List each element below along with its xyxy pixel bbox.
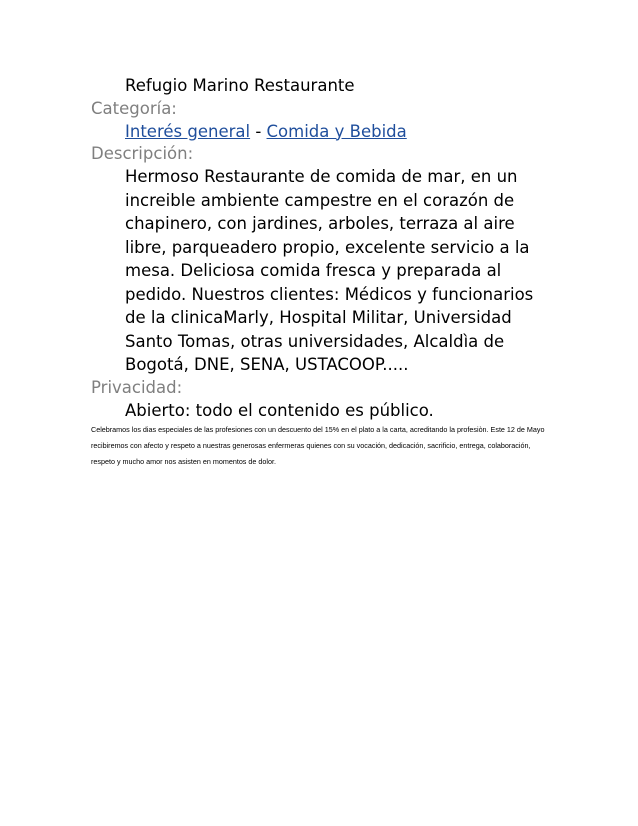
category-link-general-interest[interactable]: Interés general	[125, 121, 251, 141]
category-value	[91, 120, 535, 144]
description-text: Hermoso Restaurante de comida de mar, en un increible ambiente campestre en el corazón de chapinero, con jardines, arboles, terraza al aire libre, parqueadero propio, excelente servicio a la mesa. Deliciosa comida fresca y preparada al pedido. Nuestros clientes: Médicos y funcionarios de la clinicaMarly, Hospital Militar, Universidad Santo Tomas, otras universidades, Alcaldìa de Bogotá, DNE, SENA, USTACOOP.....	[125, 167, 534, 374]
footnote-text: Celebramos los dias especiales de las profesiones con un descuento del 15% en el plato a la carta, acreditando la profesiòn. Este 12 de Mayo recibiremos con afecto y respeto a nuestras generosas enfermeras quienes con su vocación, dedicación, sacrificio, entrega, colaboración, respeto y mucho amor nos asisten en momentos de dolor.	[91, 425, 545, 466]
privacy-text: Abierto: todo el contenido es público.	[125, 400, 434, 420]
page-title: Refugio Marino Restaurante	[125, 76, 355, 95]
category-separator: -	[250, 121, 267, 141]
privacy-label: Privacidad:	[91, 377, 183, 397]
category-label: Categoría:	[91, 98, 177, 118]
category-link-food-drink[interactable]: Comida y Bebida	[266, 121, 407, 141]
description-label: Descripción:	[91, 144, 194, 163]
document-body	[91, 74, 551, 470]
